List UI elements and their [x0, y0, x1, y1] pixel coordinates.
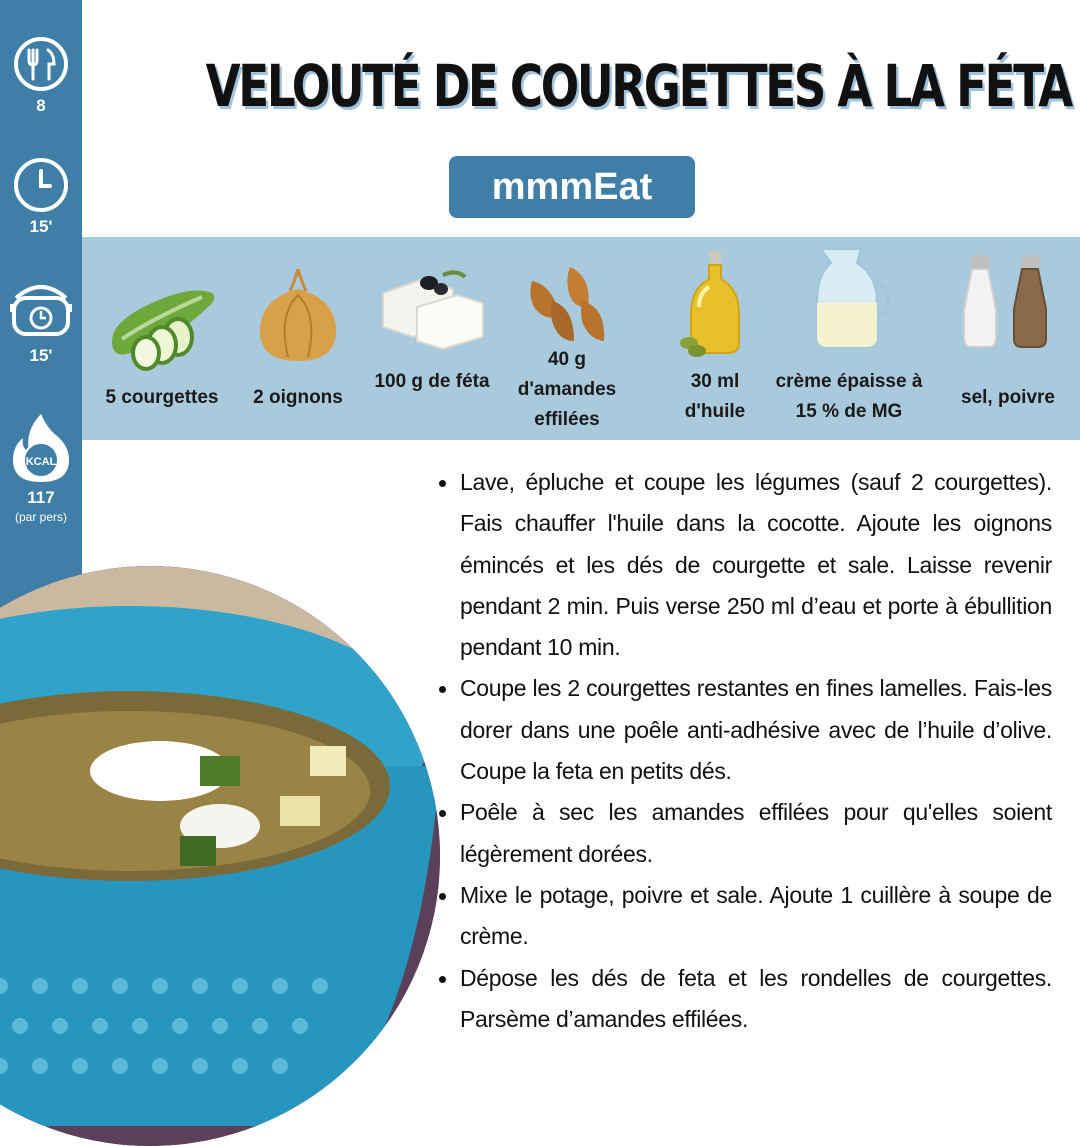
cook-time-info [0, 280, 82, 366]
calories-unit: (par pers) [14, 510, 67, 524]
ingredient-label: sel, poivre [961, 387, 1055, 408]
cooker-icon [8, 280, 74, 342]
servings-value: 8 [36, 96, 46, 115]
servings-info [0, 36, 82, 116]
ingredient-label: 2 oignons [253, 387, 343, 408]
recipe-steps [436, 462, 1052, 1040]
almonds-icon [522, 261, 612, 347]
ingredient-almonds [502, 237, 632, 440]
recipe-title: VELOUTÉ DE COURGETTES À LA FÉTA [205, 52, 1071, 120]
ingredient-onion [238, 237, 358, 440]
kcal-flame-icon [10, 412, 72, 484]
oil-bottle-icon [675, 247, 755, 357]
info-sidebar [0, 0, 82, 640]
kcal-badge-text: KCAL [25, 456, 57, 468]
zucchini-icon [102, 261, 222, 371]
step-item: Mixe le potage, poivre et sale. Ajoute 1 cuillère à soupe de crème. [436, 875, 1052, 958]
ingredient-cream [774, 237, 924, 440]
brand-logo: mmmEat [449, 156, 695, 218]
cook-time-value: 15' [29, 346, 53, 365]
ingredient-feta [372, 237, 492, 440]
step-item: Dépose les dés de feta et les rondelles de courgettes. Parsème d’amandes effilées. [436, 958, 1052, 1041]
ingredients-band [82, 237, 1080, 440]
ingredient-seasoning [944, 237, 1072, 440]
calories-value: 117 [27, 488, 55, 507]
ingredient-label: 100 g de féta [374, 371, 490, 392]
step-item: Coupe les 2 courgettes restantes en fines lamelles. Fais-les dorer dans une poêle anti-adhésive avec de l’huile d’olive. Coupe la feta en petits dés. [436, 668, 1052, 792]
feta-icon [377, 263, 487, 353]
salt-pepper-icon [958, 251, 1058, 351]
cream-jug-icon [807, 243, 891, 353]
soup-bowl-image [0, 566, 440, 1146]
ingredient-label: 5 courgettes [105, 387, 219, 408]
fork-knife-icon [13, 36, 69, 92]
onion-icon [253, 265, 343, 365]
ingredient-label: crème épaisse à 15 % de MG [775, 371, 923, 422]
step-item: Poêle à sec les amandes effilées pour qu'elles soient légèrement dorées. [436, 792, 1052, 875]
ingredient-oil [670, 237, 760, 440]
step-item: Lave, épluche et coupe les légumes (sauf 2 courgettes). Fais chauffer l'huile dans la cocotte. Ajoute les oignons émincés et les dés de courgette et sale. Laisse revenir pendant 2 min. Puis verse 250 ml d’eau et porte à ébullition pendant 10 min. [436, 462, 1052, 668]
ingredient-label: 40 g d'amandes effilées [517, 349, 617, 430]
calories-info [0, 412, 82, 524]
soup-photo [0, 566, 440, 1146]
prep-time-info [0, 157, 82, 237]
ingredient-zucchini [92, 237, 232, 440]
prep-time-value: 15' [29, 217, 53, 236]
ingredient-label: 30 ml d'huile [684, 371, 746, 422]
clock-icon [13, 157, 69, 213]
